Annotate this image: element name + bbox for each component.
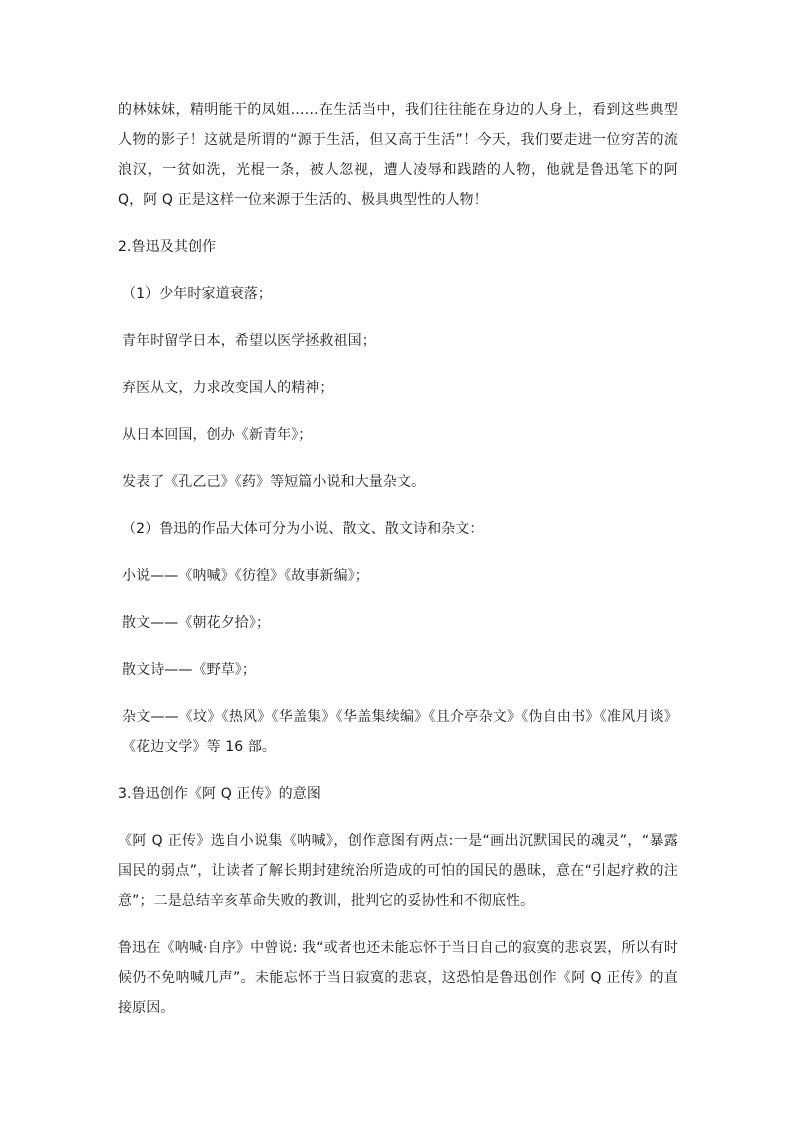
section-2-part-2-title: （2）鲁迅的作品大体可分为小说、散文、散文诗和杂文： <box>122 521 484 537</box>
section-2-part-1-item: 弃医从文，力求改变国人的精神； <box>122 380 334 396</box>
section-2-part-2-item: 散文诗——《野草》； <box>122 662 256 678</box>
section-2-part-2-item: 散文——《朝花夕拾》； <box>122 615 271 631</box>
section-3-paragraph: 《阿 Q 正传》选自小说集《呐喊》，创作意图有两点:一是“画出沉默国民的魂灵”，“暴露国民的弱点”，让读者了解长期封建统治所造成的可怕的国民的愚昧，意在“引起疗救的注意”；二是总结辛亥革命失败的教训，批判它的妥协性和不彻底性。 <box>118 833 678 909</box>
section-2-part-2-item: 小说——《呐喊》《彷徨》《故事新编》； <box>122 568 369 584</box>
document-body <box>118 95 678 1040</box>
section-2-part-1-item: 青年时留学日本，希望以医学拯救祖国； <box>122 333 376 349</box>
section-2-part-1-item: 发表了《孔乙己》《药》等短篇小说和大量杂文。 <box>122 474 426 490</box>
section-2-part-1-item: 从日本回国，创办《新青年》； <box>122 427 313 443</box>
section-2-heading: 2.鲁迅及其创作 <box>118 239 217 255</box>
section-2-part-1-title: （1）少年时家道衰落； <box>122 286 273 302</box>
section-2-part-2-item: 杂文——《坟》《热风》《华盖集》《华盖集续编》《且介亭杂文》《伪自由书》《准风月谈》《花边文学》等 16 部。 <box>122 709 678 755</box>
intro-paragraph: 的林妹妹，精明能干的凤姐……在生活当中，我们往往能在身边的人身上，看到这些典型人物的影子！这就是所谓的“源于生活，但又高于生活”！今天，我们要走进一位穷苦的流浪汉，一贫如洗，光棍一条，被人忽视，遭人凌辱和践踏的人物，他就是鲁迅笔下的阿 Q，阿 Q 正是这样一位来源于生活的、极具典型性的人物！ <box>118 102 678 208</box>
section-3-heading: 3.鲁迅创作《阿 Q 正传》的意图 <box>118 786 321 802</box>
section-3-paragraph: 鲁迅在《呐喊·自序》中曾说: 我“或者也还未能忘怀于当日自己的寂寞的悲哀罢，所以有时候仍不免呐喊几声”。未能忘怀于当日寂寞的悲哀，这恐怕是鲁迅创作《阿 Q 正传》的直接原因。 <box>118 940 678 1016</box>
